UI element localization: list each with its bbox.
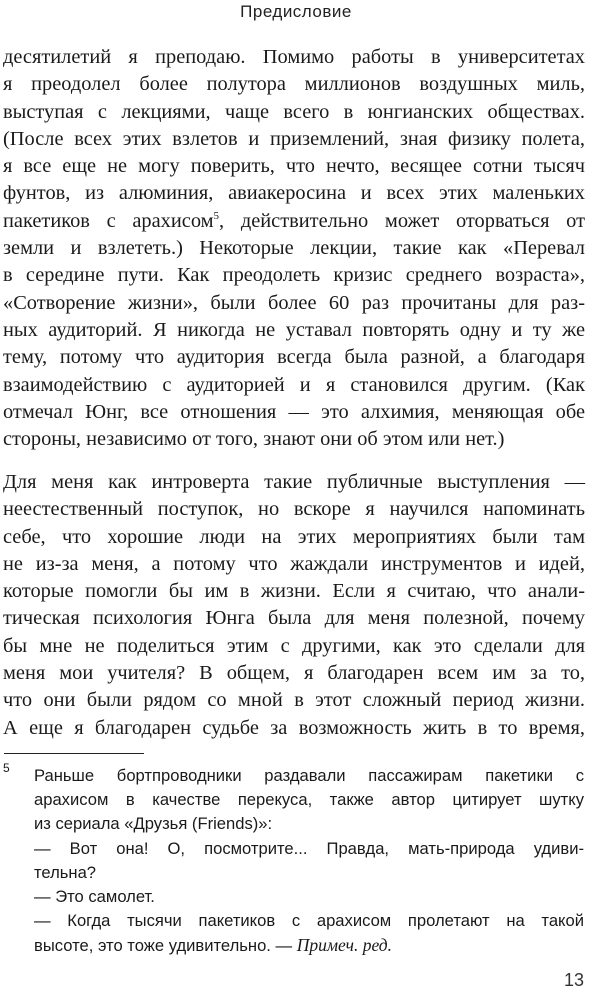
text-line: которые помогли бы им в жизни. Если я считаю, что анали-: [3, 580, 585, 603]
footnote-line: [34, 933, 584, 958]
text-line: (После всех этих взлетов и приземлений, зная физику полета,: [3, 127, 585, 150]
text-line: себе, что хорошие люди на этих мероприятиях были там: [3, 525, 585, 548]
footnote-divider: [4, 753, 144, 754]
text-line: фунтов, из алюминия, авиакеросина и всех этих маленьких: [3, 182, 585, 205]
footnote-line: тельна?: [34, 862, 97, 882]
footnote-reference[interactable]: 5: [213, 209, 220, 222]
text-line: я преодолел более полутора миллионов воздушных миль,: [3, 73, 585, 96]
paragraph-1: [3, 44, 585, 453]
text-line: не из-за меня, а потому что жаждали инструментов и идей,: [3, 552, 585, 575]
running-head: Предисловие: [240, 2, 352, 21]
text-line: тическая психология Юнга была для меня полезной, почему: [3, 607, 585, 630]
footnote-marker: 5: [3, 761, 10, 775]
text-line: земли и взлететь.) Некоторые лекции, такие как «Перевал: [3, 237, 585, 260]
footnote-line: Раньше бортпроводники раздавали пассажирам пакетики с: [34, 766, 584, 785]
text-line: отмечал Юнг, все отношения — это алхимия, меняющая обе: [3, 400, 585, 423]
text-line: в середине пути. Как преодолеть кризис среднего возраста»,: [3, 264, 585, 287]
footnote-line: из сериала «Друзья (Friends)»:: [34, 814, 273, 834]
text-line: «Сотворение жизни», были более 60 раз прочитаны для раз-: [3, 291, 585, 314]
page-number: 13: [563, 970, 584, 990]
paragraph-2: [3, 469, 585, 742]
text-line: Для меня как интроверта такие публичные выступления —: [3, 471, 585, 493]
footnote-line: арахисом в качестве перекуса, также автор цитирует шутку: [34, 790, 584, 810]
footnote-text: [34, 764, 584, 959]
footnote-line: — Это самолет.: [34, 887, 155, 907]
text-line: что они были рядом со мной в этот сложный период жизни.: [3, 689, 585, 712]
footnote-line: — Вот она! О, посмотрите... Правда, мать-природа удиви-: [34, 838, 584, 858]
text-line: меня мои учителя? В общем, я благодарен всем им за то,: [3, 662, 585, 685]
text-line: ных аудиторий. Я никогда не уставал повторять одну и ту же: [3, 318, 585, 341]
text-line: стороны, независимо от того, знают они об этом или нет.): [3, 428, 505, 451]
text-line: десятилетий я преподаю. Помимо работы в университетах: [3, 46, 585, 68]
text-line: взаимодействию с аудиторией и я становился другим. (Как: [3, 373, 585, 396]
footnote-segment: высоте, это тоже удивительно. —: [34, 936, 293, 956]
text-line: [3, 208, 585, 235]
text-line: неестественный поступок, но вскоре я научился напоминать: [3, 498, 585, 521]
text-line: А еще я благодарен судьбе за возможность жить в то время,: [3, 716, 585, 739]
text-segment: , действительно может оторваться от: [219, 209, 586, 232]
editor-note: Примеч. ред.: [296, 935, 393, 956]
text-line: тему, потому что аудитория всегда была разной, а благодаря: [3, 346, 585, 369]
text-line: выступая с лекциями, чаще всего в юнгианских обществах.: [3, 100, 585, 123]
footnote-line: — Когда тысячи пакетиков с арахисом пролетают на такой: [34, 911, 584, 931]
text-line: я все еще не могу поверить, что нечто, весящее сотни тысяч: [3, 155, 585, 178]
text-line: бы мне не поделиться этим с другими, как это сделали для: [3, 634, 585, 657]
text-segment: пакетиков с арахисом: [3, 209, 214, 232]
